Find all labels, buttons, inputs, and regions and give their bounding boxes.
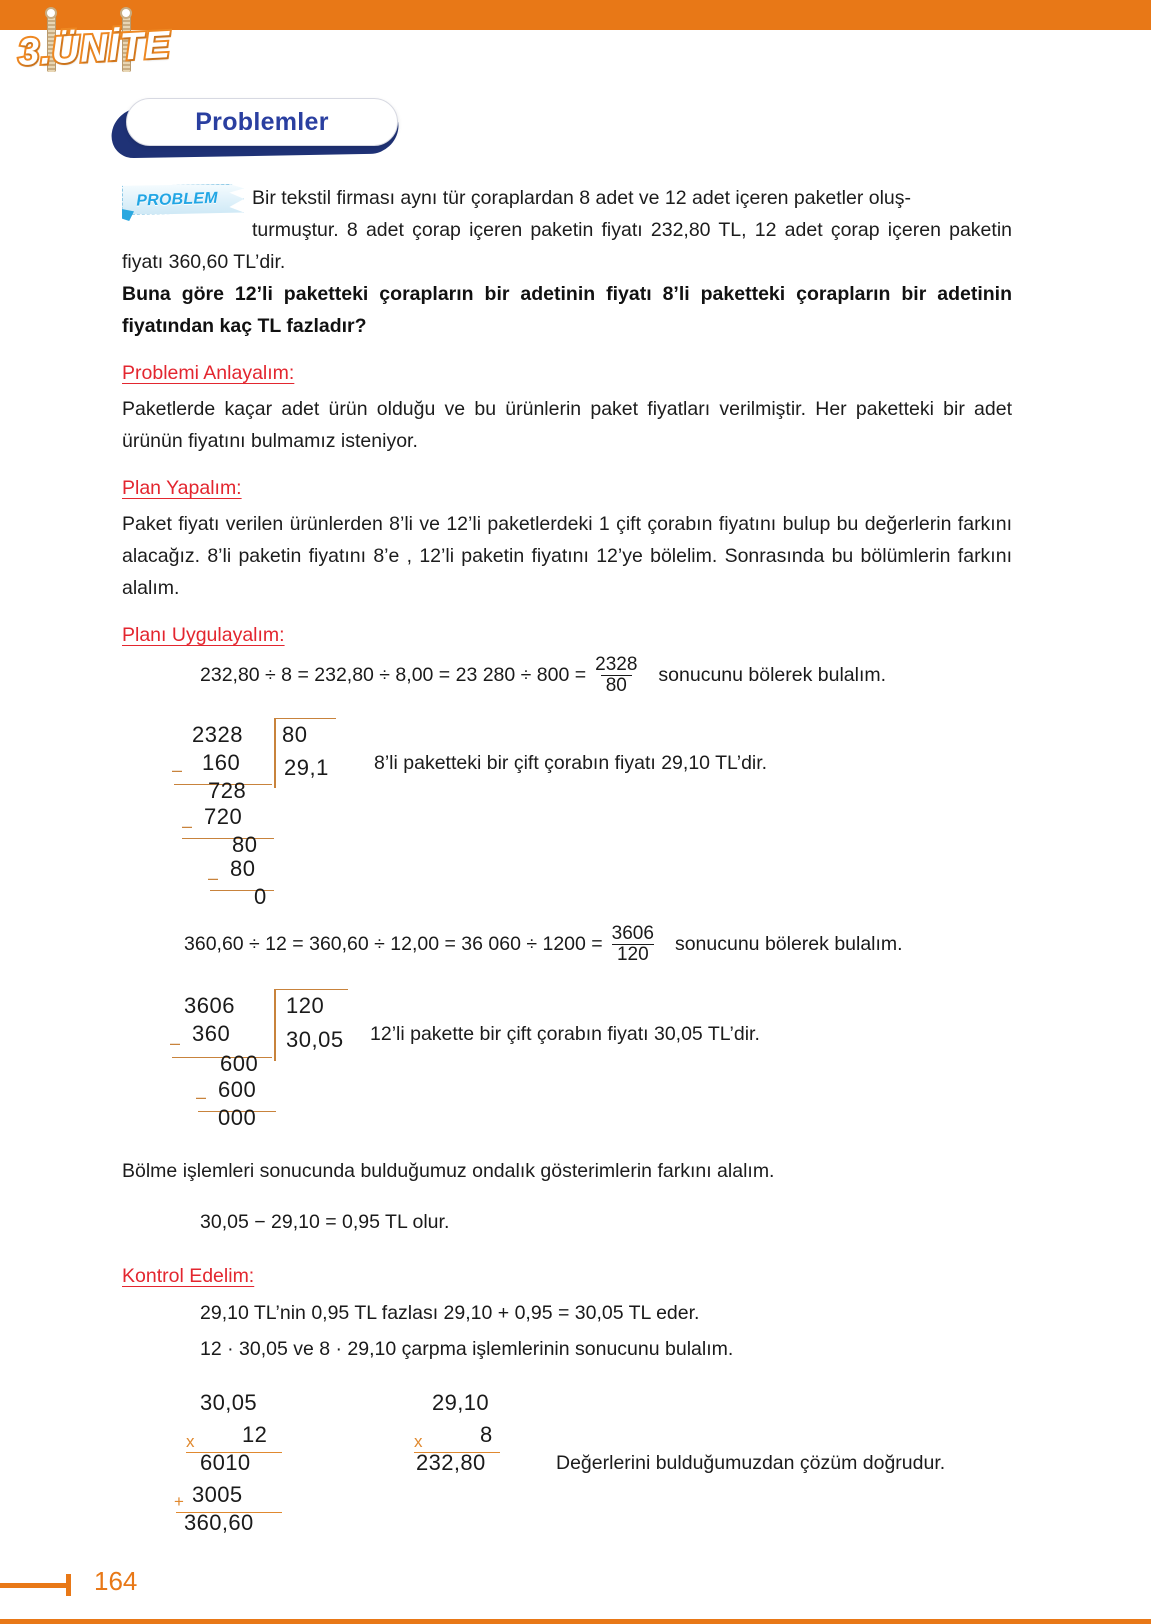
- problem-ribbon-badge: [122, 184, 244, 215]
- bottom-orange-band: [0, 1619, 1151, 1624]
- section-title-banner: [112, 96, 400, 158]
- division2-vertical-bar: [274, 989, 276, 1061]
- division1-quotient: 29,1: [284, 754, 329, 780]
- division1-partial-728: 728: [208, 777, 247, 803]
- mult-left-total: 360,60: [184, 1509, 254, 1535]
- fraction-3606-120: [607, 924, 659, 965]
- control-line-2: [200, 1332, 1012, 1366]
- page-number: 164: [94, 1566, 138, 1596]
- equation-one: [200, 655, 1012, 696]
- division2-minus-1: –: [170, 1032, 181, 1053]
- page-title: Problemler: [195, 107, 329, 136]
- division2-bringdown-black: 6: [220, 1050, 233, 1076]
- fraction-2328-80: [590, 655, 642, 696]
- heading-understand: Problemi Anlayalım:: [122, 362, 295, 384]
- division1-sub-160: 160: [202, 749, 241, 775]
- division1-divisor: 80: [282, 721, 308, 747]
- mult-right-operator: x: [414, 1431, 423, 1451]
- division1-sub-720: 720: [204, 803, 243, 829]
- division1-bringdown-black: 8: [232, 831, 245, 857]
- division2-sub-600: 600: [218, 1076, 257, 1102]
- equation-two-lhs: 360,60 ÷ 12 = 360,60 ÷ 12,00 = 36 060 ÷ 1200 =: [184, 933, 603, 956]
- equation-one-tail: sonucunu bölerek bulalım.: [658, 664, 887, 687]
- division1-bringdown: [232, 832, 258, 858]
- division2-bringdown: [220, 1051, 258, 1077]
- mult-right-top: 29,10: [432, 1389, 490, 1415]
- division2-divisor: 120: [286, 992, 325, 1018]
- division2-remainder: 000: [218, 1104, 257, 1130]
- difference-equation-text: 30,05 − 29,10 = 0,95 TL olur.: [200, 1210, 450, 1233]
- division2-top-rule: [274, 989, 348, 991]
- division1-minus-2: –: [182, 815, 193, 836]
- division1-top-rule: [274, 718, 336, 720]
- division2-quotient: 30,05: [286, 1026, 344, 1052]
- fraction-numerator: 2328: [595, 654, 638, 675]
- page-content: [122, 182, 1012, 1535]
- difference-lead-text: Bölme işlemleri sonucunda bulduğumuz ondalık gösterimlerin farkını alalım.: [122, 1159, 775, 1182]
- division1-note: 8’li paketteki bir çift çorabın fiyatı 29,10 TL’dir.: [374, 751, 768, 774]
- fraction2-numerator: 3606: [611, 922, 654, 944]
- division1-remainder: 0: [254, 883, 267, 909]
- division1-minus-1: –: [172, 759, 183, 780]
- banner-pill: [126, 98, 398, 146]
- difference-equation: [200, 1205, 1012, 1239]
- problem-badge-label: PROBLEM: [136, 189, 218, 210]
- division2-sub-360: 360: [192, 1020, 231, 1046]
- mult-right-bottom: 8: [480, 1421, 493, 1447]
- division2-bringdown-red: 00: [232, 1050, 259, 1076]
- control-line-2-text: 12 · 30,05 ve 8 · 29,10 çarpma işlemlerinin sonucunu bulalım.: [200, 1337, 734, 1360]
- hook-right-icon: [120, 7, 132, 19]
- division1-bringdown-red: 0: [244, 831, 258, 857]
- plan-body: Paket fiyatı verilen ürünlerden 8’li ve 12’li paketlerdeki 1 çift çorabın fiyatını bulup bu değerlerin farkını alacağız. 8’li paketin fiyatını 8’e , 12’li paketin fiyatını 12’ye bölelim. Sonrasında bu bölümlerin farkını alalım.: [122, 513, 1012, 599]
- problem-text-rest: turmuştur. 8 adet çorap içeren paketin fiyatı 232,80 TL, 12 adet çorap içeren paketin fiyatı 360,60 TL’dir.: [122, 219, 1012, 273]
- heading-control: Kontrol Edelim:: [122, 1264, 255, 1287]
- division2-minus-2: –: [196, 1086, 207, 1107]
- footer-tick: [66, 1574, 71, 1596]
- division1-dividend: 2328: [192, 721, 243, 747]
- mult-left-top: 30,05: [200, 1389, 258, 1415]
- problem-text-first-line: Bir tekstil firması aynı tür çoraplardan 8 adet ve 12 adet içeren paketler oluş-: [252, 187, 911, 209]
- mult-left-partial-1: 6010: [200, 1449, 251, 1475]
- control-line-1-text: 29,10 TL’nin 0,95 TL fazlası 29,10 + 0,95 = 30,05 TL eder.: [200, 1301, 700, 1324]
- hook-left-icon: [45, 7, 57, 19]
- mult-left-partial-2: 3005: [192, 1481, 243, 1507]
- division1-vertical-bar: [274, 718, 276, 788]
- unit-badge: [14, 2, 184, 100]
- division1-rule-2: [182, 838, 274, 840]
- heading-apply: Planı Uygulayalım:: [122, 624, 285, 646]
- equation-one-lhs: 232,80 ÷ 8 = 232,80 ÷ 8,00 = 23 280 ÷ 800 =: [200, 664, 587, 687]
- problem-statement-block: [122, 182, 1012, 342]
- mult-left-operator: x: [186, 1431, 195, 1451]
- control-line-1: [200, 1296, 1012, 1330]
- division2-dividend: 3606: [184, 992, 235, 1018]
- mult-left-bottom: 12: [242, 1421, 268, 1447]
- unit-badge-label: 3.ÜNİTE: [16, 24, 172, 74]
- control-conclusion: Değerlerini bulduğumuzdan çözüm doğrudur.: [556, 1451, 946, 1474]
- division1-sub-80: 80: [230, 855, 256, 881]
- division1-minus-3: –: [208, 867, 219, 888]
- equation-two-tail: sonucunu bölerek bulalım.: [674, 933, 903, 956]
- division2-note: 12’li pakette bir çift çorabın fiyatı 30,05 TL’dir.: [370, 1022, 760, 1045]
- mult-right-result: 232,80: [416, 1449, 486, 1475]
- equation-two: [184, 924, 1012, 965]
- fraction-denominator: 80: [601, 675, 632, 696]
- heading-plan: Plan Yapalım:: [122, 477, 242, 499]
- fraction2-denominator: 120: [612, 944, 654, 965]
- problem-question: Buna göre 12’li paketteki çorapların bir adetinin fiyatı 8’li paketteki çorapların bir adetinin fiyatından kaç TL fazladır?: [122, 283, 1012, 337]
- understand-body: Paketlerde kaçar adet ürün olduğu ve bu ürünlerin paket fiyatları verilmiştir. Her paketteki bir adet ürünün fiyatını bulmamız isteniyor.: [122, 398, 1012, 452]
- mult-left-add-operator: +: [174, 1491, 184, 1511]
- footer-rule: [0, 1583, 70, 1588]
